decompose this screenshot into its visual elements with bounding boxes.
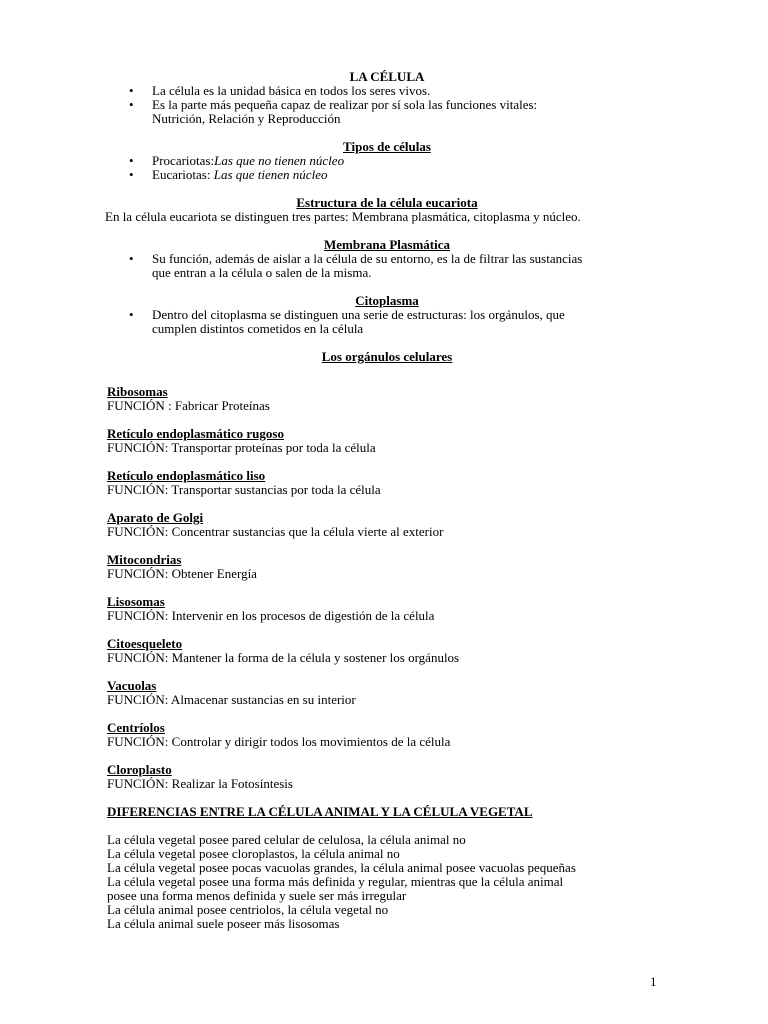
organulo-name: Ribosomas xyxy=(107,384,168,399)
diferencias-line: La célula vegetal posee pared celular de celulosa, la célula animal no xyxy=(107,832,466,847)
bullet-icon: • xyxy=(129,167,134,182)
estructura-heading: Estructura de la célula eucariota xyxy=(296,195,478,210)
organulo-funcion: FUNCIÓN: Controlar y dirigir todos los movimientos de la célula xyxy=(107,734,451,749)
organulo-reticulo-liso xyxy=(107,469,667,497)
bullet-icon: • xyxy=(129,307,134,322)
tipos-heading: Tipos de células xyxy=(343,139,431,154)
list-item: • Su función, además de aislar a la célula de su entorno, es la de filtrar las sustancias xyxy=(129,251,583,266)
citoplasma-list xyxy=(107,308,667,336)
organulo-funcion: FUNCIÓN : Fabricar Proteínas xyxy=(107,398,270,413)
diferencias-line: La célula vegetal posee una forma más definida y regular, mientras que la célula animal xyxy=(107,874,564,889)
page-number: 1 xyxy=(650,974,657,989)
membrana-list xyxy=(107,252,667,280)
diferencias-line: posee una forma menos definida y suele ser más irregular xyxy=(107,888,407,903)
citoplasma-heading: Citoplasma xyxy=(355,293,419,308)
list-item: • Eucariotas: Las que tienen núcleo xyxy=(129,167,328,182)
organulo-mitocondrias xyxy=(107,553,667,581)
page-title: LA CÉLULA xyxy=(349,69,425,84)
organulo-funcion: FUNCIÓN: Obtener Energía xyxy=(107,566,257,581)
organulo-reticulo-rugoso xyxy=(107,427,667,455)
diferencias-text xyxy=(107,833,667,931)
bullet-icon: • xyxy=(129,153,134,168)
organulo-name: Retículo endoplasmático liso xyxy=(107,468,266,483)
bullet-icon: • xyxy=(129,83,134,98)
organulo-golgi xyxy=(107,511,667,539)
intro-list xyxy=(107,84,667,126)
organulo-funcion: FUNCIÓN: Almacenar sustancias en su interior xyxy=(107,692,356,707)
organulo-funcion: FUNCIÓN: Intervenir en los procesos de digestión de la célula xyxy=(107,608,435,623)
organulo-funcion: FUNCIÓN: Concentrar sustancias que la célula vierte al exterior xyxy=(107,524,444,539)
diferencias-heading: DIFERENCIAS ENTRE LA CÉLULA ANIMAL Y LA CÉLULA VEGETAL xyxy=(107,804,533,819)
organulo-lisosomas xyxy=(107,595,667,623)
organulo-funcion: FUNCIÓN: Mantener la forma de la célula y sostener los orgánulos xyxy=(107,650,460,665)
organulo-name: Vacuolas xyxy=(107,678,157,693)
list-item: • La célula es la unidad básica en todos los seres vivos. xyxy=(129,83,431,98)
diferencias-line: La célula animal posee centriolos, la célula vegetal no xyxy=(107,902,389,917)
organulo-ribosomas xyxy=(107,385,667,413)
organulo-name: Retículo endoplasmático rugoso xyxy=(107,426,284,441)
list-item: • Procariotas:Las que no tienen núcleo xyxy=(129,153,345,168)
organulo-name: Citoesqueleto xyxy=(107,636,183,651)
tipos-list xyxy=(107,154,667,182)
membrana-heading: Membrana Plasmática xyxy=(323,237,450,252)
list-item-continuation: que entran a la célula o salen de la misma. xyxy=(152,265,372,280)
diferencias-line: La célula vegetal posee pocas vacuolas grandes, la célula animal posee vacuolas pequeñas xyxy=(107,860,576,875)
organulo-vacuolas xyxy=(107,679,667,707)
list-item: • Es la parte más pequeña capaz de realizar por sí sola las funciones vitales: xyxy=(129,97,538,112)
organulo-cloroplasto xyxy=(107,763,667,791)
diferencias-line: La célula animal suele poseer más lisosomas xyxy=(107,916,340,931)
organulo-name: Mitocondrias xyxy=(107,552,182,567)
list-item-continuation: cumplen distintos cometidos en la célula xyxy=(152,321,364,336)
diferencias-line: La célula vegetal posee cloroplastos, la célula animal no xyxy=(107,846,400,861)
organulo-funcion: FUNCIÓN: Transportar sustancias por toda la célula xyxy=(107,482,381,497)
organulo-citoesqueleto xyxy=(107,637,667,665)
organulo-centriolos xyxy=(107,721,667,749)
list-item: • Dentro del citoplasma se distinguen una serie de estructuras: los orgánulos, que xyxy=(129,307,565,322)
bullet-icon: • xyxy=(129,251,134,266)
organulo-name: Centríolos xyxy=(107,720,165,735)
organulo-name: Cloroplasto xyxy=(107,762,172,777)
estructura-text: En la célula eucariota se distinguen tres partes: Membrana plasmática, citoplasma y núcleo. xyxy=(105,209,581,224)
list-item-continuation: Nutrición, Relación y Reproducción xyxy=(152,111,341,126)
organulos-heading: Los orgánulos celulares xyxy=(321,349,453,364)
organulo-name: Lisosomas xyxy=(107,594,165,609)
document-page xyxy=(107,70,667,931)
organulo-funcion: FUNCIÓN: Transportar proteínas por toda la célula xyxy=(107,440,376,455)
organulo-name: Aparato de Golgi xyxy=(107,510,204,525)
bullet-icon: • xyxy=(129,97,134,112)
organulo-funcion: FUNCIÓN: Realizar la Fotosíntesis xyxy=(107,776,293,791)
